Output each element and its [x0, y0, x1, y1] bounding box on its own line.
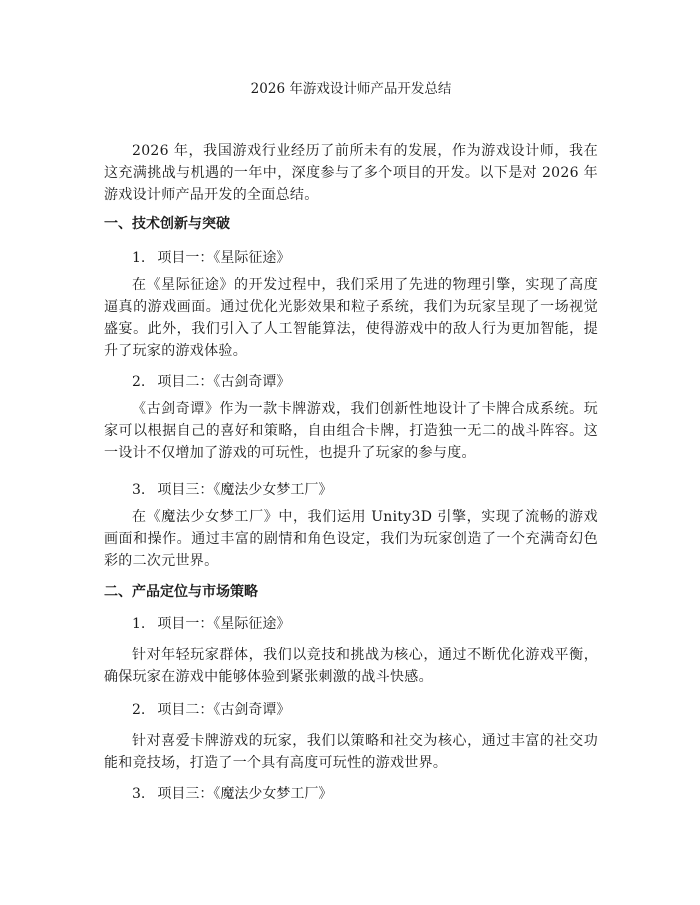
- intro-paragraph: 2026 年，我国游戏行业经历了前所未有的发展，作为游戏设计师，我在这充满挑战与机遇的一年中，深度参与了多个项目的开发。以下是对 2026 年游戏设计师产品开发的全面总结。: [104, 143, 598, 203]
- item-number: 3.: [132, 482, 146, 498]
- section1-item1-paragraph: 在《星际征途》的开发过程中，我们采用了先进的物理引擎，实现了高度逼真的游戏画面。通过优化光影效果和粒子系统，我们为玩家呈现了一场视觉盛宴。此外，我们引入了人工智能算法，使得游戏中的敌人行为更加智能，提升了玩家的游戏体验。: [104, 277, 598, 359]
- section2-item1-title: [132, 614, 598, 634]
- document-title: 2026 年游戏设计师产品开发总结: [250, 81, 452, 97]
- item-label: 项目一：《星际征途》: [157, 250, 291, 266]
- section1-item3-paragraph: 在《魔法少女梦工厂》中，我们运用 Unity3D 引擎，实现了流畅的游戏画面和操作。通过丰富的剧情和角色设定，我们为玩家创造了一个充满奇幻色彩的二次元世界。: [104, 509, 598, 569]
- section1-item2-title: [132, 372, 598, 392]
- section-heading-market: 二、产品定位与市场策略: [104, 584, 258, 600]
- item-number: 3.: [132, 786, 146, 802]
- section2-item2-paragraph: 针对喜爱卡牌游戏的玩家，我们以策略和社交为核心，通过丰富的社交功能和竞技场，打造了一个具有高度可玩性的游戏世界。: [104, 733, 598, 771]
- item-label: 项目三：《魔法少女梦工厂》: [157, 482, 333, 498]
- item-number: 1.: [132, 250, 146, 266]
- section1-item2-paragraph: 《古剑奇谭》作为一款卡牌游戏，我们创新性地设计了卡牌合成系统。玩家可以根据自己的喜好和策略，自由组合卡牌，打造独一无二的战斗阵容。这一设计不仅增加了游戏的可玩性，也提升了玩家的参与度。: [104, 401, 598, 461]
- item-label: 项目一：《星际征途》: [157, 616, 291, 632]
- section2-item2-title: [132, 700, 598, 720]
- section2-item1-paragraph: 针对年轻玩家群体，我们以竞技和挑战为核心，通过不断优化游戏平衡，确保玩家在游戏中能够体验到紧张刺激的战斗快感。: [104, 647, 598, 685]
- section-heading-tech: 一、技术创新与突破: [104, 216, 230, 232]
- item-number: 1.: [132, 616, 146, 632]
- item-number: 2.: [132, 702, 146, 718]
- item-label: 项目三：《魔法少女梦工厂》: [157, 786, 333, 802]
- section2-item3-title: [132, 784, 598, 804]
- section1-item1-title: [132, 248, 598, 268]
- section1-item3-title: [132, 480, 598, 500]
- item-number: 2.: [132, 374, 146, 390]
- item-label: 项目二：《古剑奇谭》: [157, 702, 291, 718]
- item-label: 项目二：《古剑奇谭》: [157, 374, 291, 390]
